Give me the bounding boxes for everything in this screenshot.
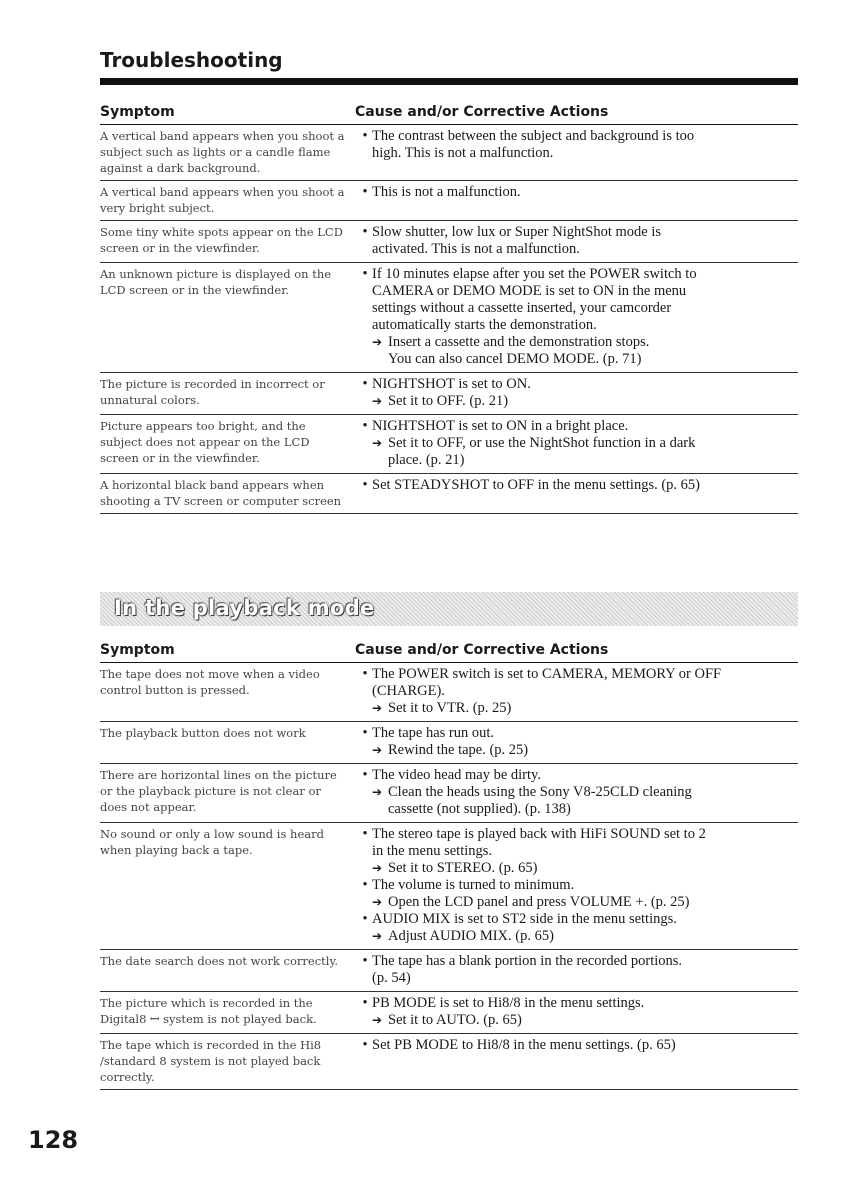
- corrective-action-text: Set it to AUTO. (p. 65): [388, 1012, 522, 1028]
- cause-text: AUDIO MIX is set to ST2 side in the menu settings.: [372, 911, 677, 927]
- cause-bullet-line: [358, 1037, 798, 1054]
- causes-cell: [358, 767, 798, 818]
- symptom-cell: The date search does not work correctly.: [100, 954, 339, 968]
- cause-bullet-line: [358, 184, 798, 201]
- arrow-right-icon: ➔: [372, 743, 383, 757]
- bullet-icon: •: [362, 666, 368, 682]
- causes-cell: [358, 224, 798, 258]
- corrective-action-text: Set it to OFF, or use the NightShot function in a dark: [388, 435, 696, 451]
- causes-cell: [358, 418, 798, 469]
- symptom-cell: A vertical band appears when you shoot a very bright subject.: [100, 185, 345, 215]
- playback-mode-banner: [100, 592, 798, 626]
- symptom-cell: An unknown picture is displayed on the LCD screen or in the viewfinder.: [100, 267, 332, 297]
- corrective-action-line: [358, 894, 798, 911]
- continuation-text: high. This is not a malfunction.: [372, 145, 554, 161]
- corrective-action-text: Adjust AUDIO MIX. (p. 65): [388, 928, 554, 944]
- cause-bullet-line: [358, 418, 798, 435]
- cause-bullet-line: [358, 767, 798, 784]
- table-row: [100, 125, 798, 181]
- table-body: [100, 663, 798, 1090]
- continuation-text: activated. This is not a malfunction.: [372, 241, 580, 257]
- arrow-right-icon: ➔: [372, 929, 383, 943]
- banner-title: In the playback mode: [114, 596, 375, 620]
- corrective-action-text: Open the LCD panel and press VOLUME +. (p. 25): [388, 894, 690, 910]
- table-row: [100, 950, 798, 992]
- table-header: [100, 642, 798, 663]
- continuation-line: [358, 317, 798, 334]
- corrective-action-line: [358, 334, 798, 351]
- corrective-action-line: [358, 928, 798, 945]
- cause-text: NIGHTSHOT is set to ON.: [372, 376, 531, 392]
- causes-cell: [358, 128, 798, 176]
- bullet-icon: •: [362, 911, 368, 927]
- bullet-icon: •: [362, 767, 368, 783]
- corrective-action-line: [358, 742, 798, 759]
- causes-column-header: Cause and/or Corrective Actions: [355, 104, 609, 120]
- corrective-action-line: [358, 700, 798, 717]
- cause-text: The volume is turned to minimum.: [372, 877, 575, 893]
- causes-cell: [358, 666, 798, 717]
- symptom-cell: The tape does not move when a video control button is pressed.: [100, 667, 320, 697]
- cause-text: The video head may be dirty.: [372, 767, 541, 783]
- arrow-right-icon: ➔: [372, 701, 383, 715]
- table-row: [100, 663, 798, 722]
- cause-text: NIGHTSHOT is set to ON in a bright place.: [372, 418, 629, 434]
- cause-text: Set PB MODE to Hi8/8 in the menu settings. (p. 65): [372, 1037, 676, 1053]
- page-title: Troubleshooting: [100, 48, 283, 72]
- continuation-text: cassette (not supplied). (p. 138): [388, 801, 571, 817]
- continuation-text: You can also cancel DEMO MODE. (p. 71): [388, 351, 642, 367]
- corrective-action-text: Rewind the tape. (p. 25): [388, 742, 529, 758]
- corrective-action-text: Set it to OFF. (p. 21): [388, 393, 509, 409]
- corrective-action-line: [358, 784, 798, 801]
- arrow-right-icon: ➔: [372, 436, 383, 450]
- arrow-right-icon: ➔: [372, 895, 383, 909]
- continuation-line: [358, 300, 798, 317]
- continuation-line: [358, 843, 798, 860]
- table-body: [100, 125, 798, 514]
- symptom-cell: The picture is recorded in incorrect or unnatural colors.: [100, 377, 325, 407]
- table-row: [100, 1034, 798, 1090]
- continuation-text: in the menu settings.: [372, 843, 493, 859]
- continuation-line: [358, 351, 798, 368]
- cause-text: The contrast between the subject and background is too: [372, 128, 695, 144]
- arrow-right-icon: ➔: [372, 785, 383, 799]
- corrective-action-line: [358, 1012, 798, 1029]
- table-row: [100, 823, 798, 950]
- corrective-action-text: Set it to VTR. (p. 25): [388, 700, 512, 716]
- causes-cell: [358, 826, 798, 945]
- causes-cell: [358, 184, 798, 216]
- cause-text: The stereo tape is played back with HiFi SOUND set to 2: [372, 826, 706, 842]
- cause-bullet-line: [358, 953, 798, 970]
- corrective-action-text: Set it to STEREO. (p. 65): [388, 860, 538, 876]
- cause-bullet-line: [358, 911, 798, 928]
- table-row: [100, 764, 798, 823]
- continuation-line: [358, 145, 798, 162]
- arrow-right-icon: ➔: [372, 861, 383, 875]
- table-row: [100, 221, 798, 263]
- corrective-action-text: Insert a cassette and the demonstration stops.: [388, 334, 650, 350]
- cause-bullet-line: [358, 666, 798, 683]
- table-row: [100, 181, 798, 221]
- bullet-icon: •: [362, 128, 368, 144]
- table-header: [100, 104, 798, 125]
- corrective-action-line: [358, 860, 798, 877]
- cause-bullet-line: [358, 477, 798, 494]
- bullet-icon: •: [362, 224, 368, 240]
- bullet-icon: •: [362, 1037, 368, 1053]
- cause-bullet-line: [358, 826, 798, 843]
- cause-bullet-line: [358, 995, 798, 1012]
- arrow-right-icon: ➔: [372, 1013, 383, 1027]
- bullet-icon: •: [362, 826, 368, 842]
- cause-bullet-line: [358, 128, 798, 145]
- arrow-right-icon: ➔: [372, 335, 383, 349]
- corrective-action-line: [358, 393, 798, 410]
- continuation-text: CAMERA or DEMO MODE is set to ON in the menu: [372, 283, 687, 299]
- continuation-text: automatically starts the demonstration.: [372, 317, 597, 333]
- corrective-action-text: Clean the heads using the Sony V8-25CLD cleaning: [388, 784, 692, 800]
- causes-column-header: Cause and/or Corrective Actions: [355, 642, 609, 658]
- cause-bullet-line: [358, 224, 798, 241]
- cause-bullet-line: [358, 725, 798, 742]
- table-row: [100, 373, 798, 415]
- causes-cell: [358, 725, 798, 759]
- causes-cell: [358, 995, 798, 1029]
- causes-cell: [358, 953, 798, 987]
- corrective-action-line: [358, 435, 798, 452]
- continuation-text: place. (p. 21): [388, 452, 465, 468]
- cause-bullet-line: [358, 877, 798, 894]
- title-rule: [100, 78, 798, 85]
- cause-bullet-line: [358, 266, 798, 283]
- bullet-icon: •: [362, 995, 368, 1011]
- continuation-line: [358, 970, 798, 987]
- cause-bullet-line: [358, 376, 798, 393]
- bullet-icon: •: [362, 953, 368, 969]
- bullet-icon: •: [362, 376, 368, 392]
- playback-troubleshooting-table: [100, 642, 798, 1090]
- bullet-icon: •: [362, 266, 368, 282]
- continuation-text: (p. 54): [372, 970, 411, 986]
- symptom-cell: A horizontal black band appears when shooting a TV screen or computer screen: [100, 478, 342, 508]
- cause-text: Slow shutter, low lux or Super NightShot mode is: [372, 224, 662, 240]
- continuation-text: settings without a cassette inserted, your camcorder: [372, 300, 672, 316]
- symptom-column-header: Symptom: [100, 104, 175, 120]
- causes-cell: [358, 1037, 798, 1085]
- page-number: 128: [28, 1126, 79, 1154]
- cause-text: The tape has a blank portion in the recorded portions.: [372, 953, 683, 969]
- continuation-line: [358, 683, 798, 700]
- symptom-cell: A vertical band appears when you shoot a subject such as lights or a candle flame against a dark background.: [100, 129, 345, 175]
- cause-text: The POWER switch is set to CAMERA, MEMORY or OFF: [372, 666, 722, 682]
- continuation-line: [358, 241, 798, 258]
- symptom-cell: There are horizontal lines on the picture or the playback picture is not clear or does not appear.: [100, 768, 337, 814]
- cause-text: PB MODE is set to Hi8/8 in the menu settings.: [372, 995, 645, 1011]
- symptom-cell: The tape which is recorded in the Hi8 /standard 8 system is not played back correctly.: [100, 1038, 322, 1084]
- cause-text: Set STEADYSHOT to OFF in the menu settings. (p. 65): [372, 477, 700, 493]
- recording-troubleshooting-table: [100, 104, 798, 514]
- symptom-cell: No sound or only a low sound is heard when playing back a tape.: [100, 827, 324, 857]
- cause-text: The tape has run out.: [372, 725, 495, 741]
- bullet-icon: •: [362, 184, 368, 200]
- arrow-right-icon: ➔: [372, 394, 383, 408]
- symptom-cell: Some tiny white spots appear on the LCD screen or in the viewfinder.: [100, 225, 343, 255]
- table-row: [100, 722, 798, 764]
- table-row: [100, 415, 798, 474]
- bullet-icon: •: [362, 418, 368, 434]
- symptom-cell: The playback button does not work: [100, 726, 306, 740]
- continuation-line: [358, 283, 798, 300]
- table-row: [100, 263, 798, 373]
- table-row: [100, 992, 798, 1034]
- bullet-icon: •: [362, 725, 368, 741]
- symptom-column-header: Symptom: [100, 642, 175, 658]
- cause-text: This is not a malfunction.: [372, 184, 521, 200]
- causes-cell: [358, 266, 798, 368]
- continuation-line: [358, 452, 798, 469]
- causes-cell: [358, 376, 798, 410]
- cause-text: If 10 minutes elapse after you set the POWER switch to: [372, 266, 697, 282]
- bullet-icon: •: [362, 877, 368, 893]
- continuation-line: [358, 801, 798, 818]
- symptom-cell: The picture which is recorded in the Digital8 ꟷ system is not played back.: [100, 996, 317, 1026]
- causes-cell: [358, 477, 798, 509]
- table-row: [100, 474, 798, 514]
- symptom-cell: Picture appears too bright, and the subject does not appear on the LCD screen or in the viewfinder.: [100, 419, 310, 465]
- bullet-icon: •: [362, 477, 368, 493]
- continuation-text: (CHARGE).: [372, 683, 445, 699]
